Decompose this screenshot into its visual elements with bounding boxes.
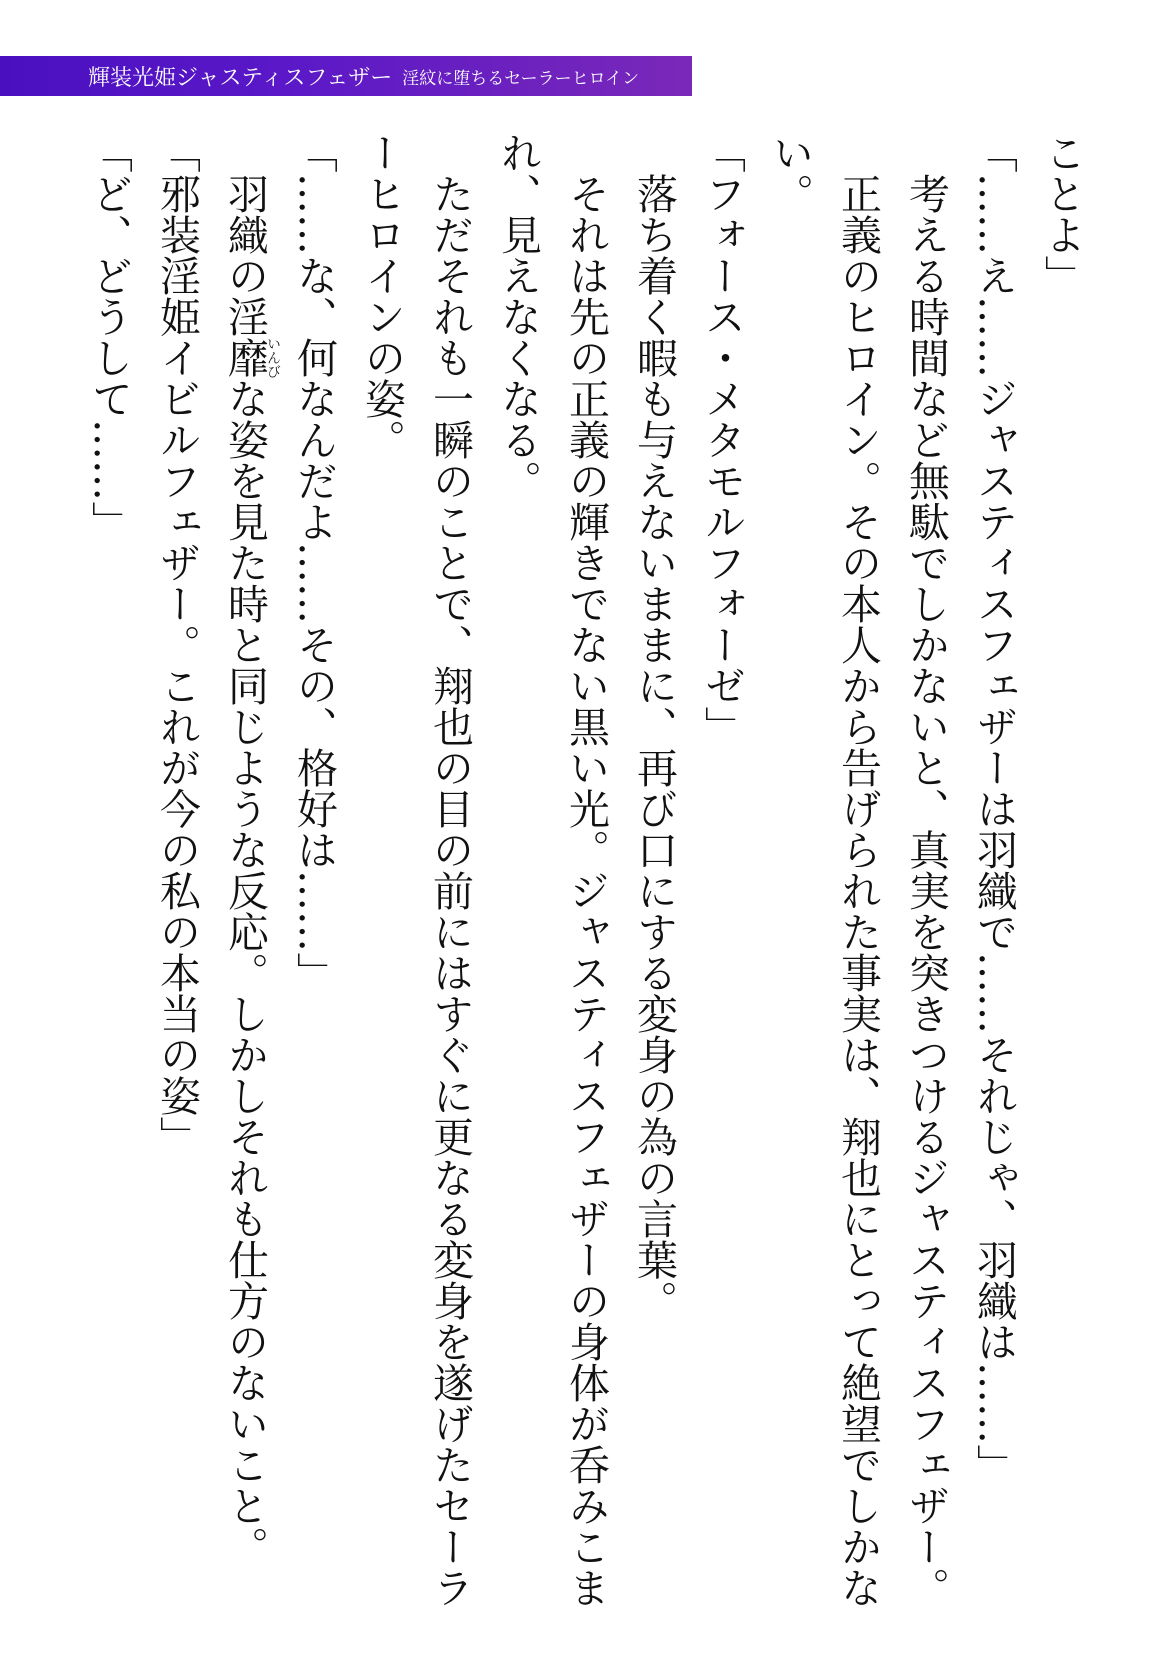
text-line: い。 (766, 132, 814, 214)
text-line: れ、見えなくなる。 (494, 132, 542, 501)
text-line: ただそれも一瞬のことで、翔也の目の前にはすぐに更なる変身を遂げたセーラ (426, 132, 474, 1608)
page-body-text (76, 132, 1096, 1622)
text-line: 「フォース・メタモルフォーゼ」 (698, 132, 746, 747)
text-line: 落ち着く暇も与えないままに、再び口にする変身の為の言葉。 (630, 132, 678, 1321)
text-line: 「……え……ジャスティスフェザーは羽織で……それじゃ、羽織は……」 (970, 132, 1018, 1485)
text-line: それは先の正義の輝きでない黒い光。ジャスティスフェザーの身体が呑みこま (562, 132, 610, 1608)
text-line: ーヒロインの姿。 (358, 132, 406, 460)
text-line: 「ど、どうして……」 (85, 132, 133, 542)
book-subtitle: 淫紋に堕ちるセーラーヒロイン (402, 68, 640, 89)
ruby-annotation: 靡いんび (221, 336, 281, 379)
text-line: 「邪装淫姫イビルフェザー。これが今の私の本当の姿」 (153, 132, 201, 1157)
text-line: 正義のヒロイン。その本人から告げられた事実は、翔也にとって絶望でしかな (834, 132, 882, 1608)
ruby-reading: いんび (265, 336, 281, 379)
text-line: 考える時間など無駄でしかないと、真実を突きつけるジャスティスフェザー。 (902, 132, 950, 1608)
book-title: 輝装光姫ジャスティスフェザー (88, 65, 393, 91)
text-line-with-ruby: 羽織の淫靡いんびな姿を見た時と同じような反応。しかしそれも仕方のないこと。 (221, 132, 281, 1567)
text-line: ことよ」 (1038, 132, 1086, 296)
text-line: 「……な、何なんだよ……その、格好は……」 (290, 132, 338, 993)
header-bar (0, 56, 692, 96)
